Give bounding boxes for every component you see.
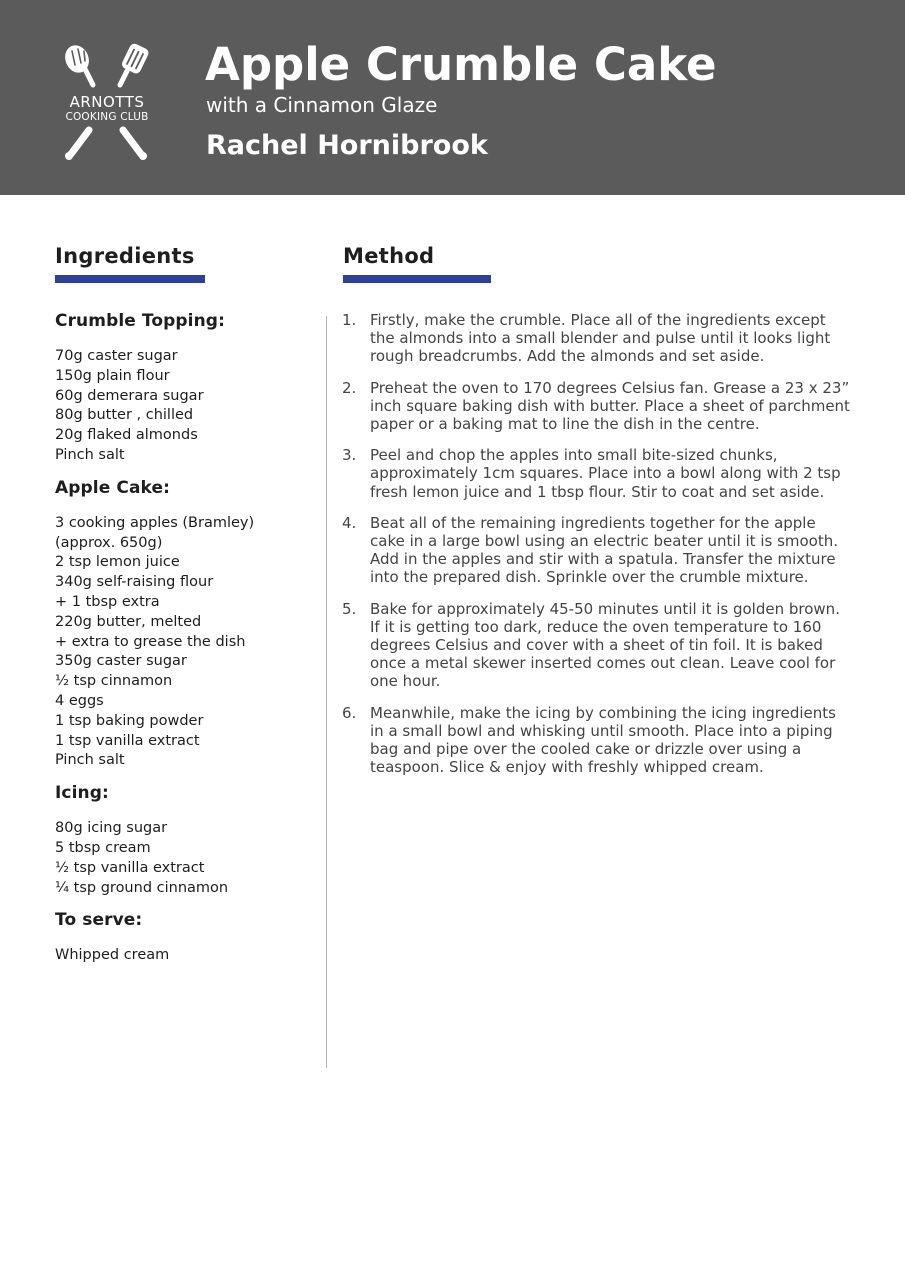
step-text: Bake for approximately 45-50 minutes until it is golden brown. If it is getting too dark, reduce the oven temperature to 160 degrees Celsius and cover with a sheet of tin foil. It is baked once a metal skewer inserted comes out clean. Leave cool for one hour.: [370, 599, 840, 691]
ingredient-list: [55, 347, 310, 466]
step-text: Firstly, make the crumble. Place all of the ingredients except the almonds into a small blender and pulse until it looks light rough breadcrumbs. Add the almonds and set aside.: [370, 311, 831, 366]
recipe-header: [0, 0, 905, 195]
method-heading-underline: [343, 275, 491, 283]
ingredients-heading-underline: [55, 275, 205, 283]
step-number: 6.: [342, 703, 357, 722]
ingredient-list: [55, 514, 310, 771]
step-text: Preheat the oven to 170 degrees Celsius fan. Grease a 23 x 23” inch square baking dish with butter. Place a sheet of parchment paper or a baking mat to line the dish in the centre.: [370, 378, 850, 434]
ingredient-item: 80g butter , chilled: [55, 407, 194, 424]
ingredient-group-title: Apple Cake:: [55, 477, 170, 498]
column-divider: [326, 316, 327, 1068]
step-number: 1.: [342, 311, 357, 329]
method-steps: [342, 311, 854, 789]
ingredient-group: [55, 908, 310, 966]
step-text: Meanwhile, make the icing by combining the icing ingredients in a small bowl and whisking until smooth. Place into a piping bag and pipe over the cooled cake or drizzle over using a teaspoon. Slice & enjoy with freshly whipped cream.: [370, 703, 836, 777]
recipe-subtitle: with a Cinnamon Glaze: [206, 93, 438, 117]
ingredient-item: 60g demerara sugar: [55, 387, 204, 404]
ingredient-item: 3 cooking apples (Bramley): [55, 514, 255, 531]
ingredient-group: [55, 309, 310, 466]
ingredient-item: 2 tsp lemon juice: [55, 554, 180, 571]
ingredient-group-title: Crumble Topping:: [55, 311, 225, 331]
ingredient-item: Pinch salt: [55, 446, 125, 463]
ingredient-group: [55, 781, 310, 898]
step-number: 2.: [342, 378, 357, 397]
ingredient-item: (approx. 650g): [55, 534, 163, 551]
ingredient-item: 80g icing sugar: [55, 820, 168, 837]
ingredient-item: ¼ tsp ground cinnamon: [55, 879, 229, 896]
step-text: Peel and chop the apples into small bite-sized chunks, approximately 1cm squares. Place into a bowl along with 2 tsp fresh lemon juice and 1 tbsp flour. Stir to coat and set aside.: [370, 446, 841, 501]
ingredient-item: 150g plain flour: [55, 367, 170, 384]
ingredient-item: ½ tsp vanilla extract: [55, 859, 205, 876]
ingredient-group-title: To serve:: [55, 910, 143, 931]
step-number: 5.: [342, 599, 357, 618]
method-step: [342, 379, 854, 434]
ingredient-list: [55, 946, 310, 966]
arnotts-cooking-club-logo: [55, 42, 159, 164]
ingredient-item: 5 tbsp cream: [55, 839, 151, 856]
ingredient-item: 1 tsp vanilla extract: [55, 732, 200, 749]
ingredient-item: 20g flaked almonds: [55, 427, 198, 444]
recipe-author: Rachel Hornibrook: [206, 130, 488, 161]
recipe-title: Apple Crumble Cake: [205, 38, 717, 91]
ingredient-item: 4 eggs: [55, 692, 104, 709]
method-heading: Method: [343, 244, 435, 268]
ingredient-item: Whipped cream: [55, 947, 170, 964]
method-step: [342, 704, 854, 777]
ingredient-item: 350g caster sugar: [55, 653, 187, 670]
ingredient-list: [55, 819, 310, 898]
ingredient-item: 1 tsp baking powder: [55, 712, 204, 729]
step-text: Beat all of the remaining ingredients together for the apple cake in a large bowl using an electric beater until it is smooth. Add in the apples and stir with a spatula. Transfer the mixture into the prepared dish. Sprinkle over the crumble mixture.: [370, 513, 839, 587]
logo-line-cooking-club: COOKING CLUB: [65, 111, 149, 123]
step-number: 4.: [342, 513, 357, 532]
ingredients-column: [55, 309, 310, 976]
step-number: 3.: [342, 446, 357, 465]
method-step: [342, 514, 854, 587]
logo-line-arnotts: ARNOTTS: [69, 93, 145, 111]
ingredient-item: 220g butter, melted: [55, 613, 202, 630]
ingredient-group: [55, 476, 310, 771]
ingredient-item: Pinch salt: [55, 752, 125, 769]
ingredient-item: ½ tsp cinnamon: [55, 673, 173, 690]
ingredient-item: 70g caster sugar: [55, 348, 178, 364]
method-step: [342, 311, 854, 366]
ingredient-item: + 1 tbsp extra: [55, 593, 160, 610]
ingredient-item: + extra to grease the dish: [55, 633, 246, 650]
method-step: [342, 600, 854, 691]
ingredients-heading: Ingredients: [55, 244, 195, 268]
ingredient-item: 340g self-raising flour: [55, 574, 214, 591]
method-step: [342, 446, 854, 501]
ingredient-group-title: Icing:: [55, 783, 109, 804]
